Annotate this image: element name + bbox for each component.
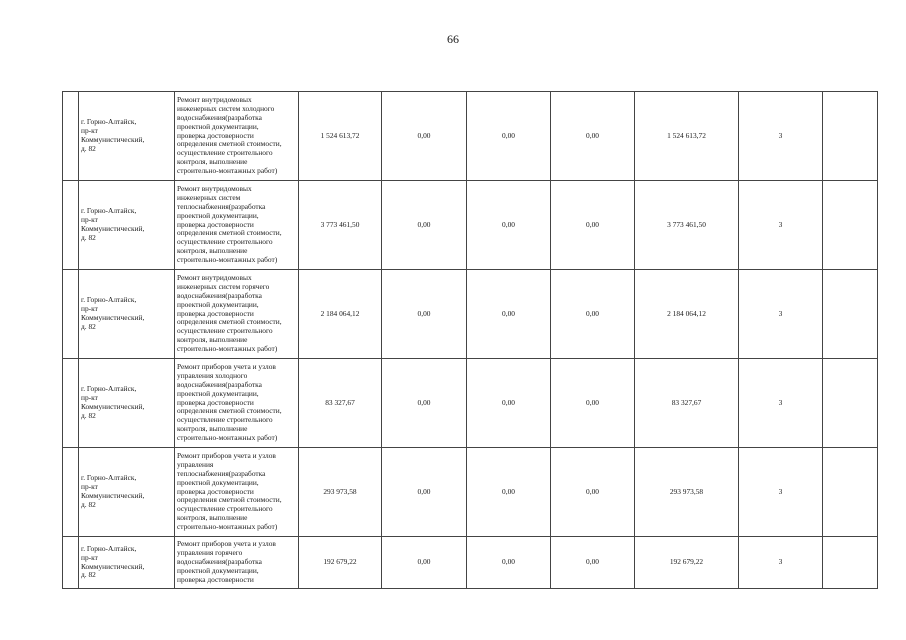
- address-cell: [79, 92, 175, 181]
- value-cell-4: 2 184 064,12: [635, 270, 739, 359]
- value-cell-4: 3 773 461,50: [635, 181, 739, 270]
- address-line: Коммунистический,: [81, 402, 145, 411]
- work-description-cell: [175, 181, 299, 270]
- address-cell: [79, 359, 175, 448]
- table-row: [63, 448, 878, 537]
- description-line: строительно-монтажных работ): [177, 166, 278, 176]
- value-cell-2: 0,00: [467, 537, 551, 589]
- description-line: осуществление строительного: [177, 148, 273, 158]
- description-line: управления: [177, 459, 214, 469]
- description-line: проверка достоверности: [177, 397, 254, 407]
- total-cost-cell: 3 773 461,50: [299, 181, 382, 270]
- table-row: [63, 359, 878, 448]
- total-cost-cell: 83 327,67: [299, 359, 382, 448]
- address-line: пр-кт: [81, 482, 98, 492]
- address-line: г. Горно-Алтайск,: [81, 384, 137, 394]
- description-line: проверка достоверности: [177, 130, 254, 140]
- description-line: водоснабжения(разработка: [177, 557, 262, 567]
- total-cost-cell: 1 524 613,72: [299, 92, 382, 181]
- address-cell: [79, 448, 175, 537]
- description-line: управления горячего: [177, 548, 243, 558]
- description-line: проверка достоверности: [177, 219, 254, 229]
- work-description-cell: [175, 92, 299, 181]
- total-cost-cell: 192 679,22: [299, 537, 382, 589]
- description-line: определения сметной стоимости,: [177, 228, 282, 238]
- address-line: Коммунистический,: [81, 224, 145, 233]
- address-line: Коммунистический,: [81, 135, 145, 144]
- description-line: Ремонт внутридомовых: [177, 95, 252, 104]
- address-line: г. Горно-Алтайск,: [81, 206, 137, 216]
- empty-cell: [823, 448, 878, 537]
- description-line: управления холодного: [177, 370, 248, 380]
- value-cell-1: 0,00: [382, 448, 467, 537]
- value-cell-1: 0,00: [382, 359, 467, 448]
- row-number-cell: [63, 448, 79, 537]
- description-line: контроля, выполнение: [177, 424, 248, 434]
- empty-cell: [823, 270, 878, 359]
- address-line: пр-кт: [81, 393, 98, 403]
- address-line: г. Горно-Алтайск,: [81, 473, 137, 483]
- work-description-cell: [175, 270, 299, 359]
- description-line: Ремонт внутридомовых: [177, 184, 252, 193]
- address-line: пр-кт: [81, 552, 98, 562]
- description-line: осуществление строительного: [177, 326, 273, 336]
- address-line: пр-кт: [81, 304, 98, 314]
- page-number: 66: [447, 32, 459, 46]
- value-cell-5: 3: [739, 270, 823, 359]
- value-cell-2: 0,00: [467, 270, 551, 359]
- description-line: инженерных систем горячего: [177, 281, 270, 291]
- address-line: д. 82: [81, 321, 96, 331]
- value-cell-3: 0,00: [551, 92, 635, 181]
- value-cell-4: 293 973,58: [635, 448, 739, 537]
- description-line: Ремонт приборов учета и узлов: [177, 362, 276, 371]
- value-cell-4: 192 679,22: [635, 537, 739, 589]
- description-line: проверка достоверности: [177, 574, 254, 584]
- value-cell-4: 1 524 613,72: [635, 92, 739, 181]
- value-cell-2: 0,00: [467, 359, 551, 448]
- description-line: теплоснабжения(разработка: [177, 201, 266, 211]
- address-line: Коммунистический,: [81, 561, 145, 571]
- row-number-cell: [63, 270, 79, 359]
- value-cell-1: 0,00: [382, 537, 467, 589]
- empty-cell: [823, 537, 878, 589]
- value-cell-5: 3: [739, 537, 823, 589]
- description-line: строительно-монтажных работ): [177, 522, 278, 532]
- address-line: пр-кт: [81, 126, 98, 136]
- address-line: Коммунистический,: [81, 491, 145, 500]
- value-cell-3: 0,00: [551, 448, 635, 537]
- description-line: инженерных систем: [177, 192, 241, 202]
- description-line: строительно-монтажных работ): [177, 433, 278, 443]
- table-body: [63, 92, 878, 589]
- work-description-cell: [175, 359, 299, 448]
- empty-cell: [823, 92, 878, 181]
- value-cell-3: 0,00: [551, 359, 635, 448]
- description-line: проектной документации,: [177, 121, 259, 131]
- description-line: осуществление строительного: [177, 504, 273, 514]
- address-line: д. 82: [81, 232, 96, 242]
- description-line: проектной документации,: [177, 299, 259, 309]
- row-number-cell: [63, 181, 79, 270]
- address-line: д. 82: [81, 410, 96, 420]
- description-line: проектной документации,: [177, 477, 259, 487]
- address-cell: [79, 537, 175, 589]
- address-line: Коммунистический,: [81, 313, 145, 322]
- description-line: строительно-монтажных работ): [177, 344, 278, 354]
- value-cell-3: 0,00: [551, 270, 635, 359]
- description-line: инженерных систем холодного: [177, 103, 275, 113]
- value-cell-5: 3: [739, 448, 823, 537]
- address-line: г. Горно-Алтайск,: [81, 117, 137, 127]
- value-cell-1: 0,00: [382, 181, 467, 270]
- description-line: водоснабжения(разработка: [177, 290, 262, 300]
- value-cell-1: 0,00: [382, 270, 467, 359]
- description-line: теплоснабжения(разработка: [177, 468, 266, 478]
- value-cell-5: 3: [739, 92, 823, 181]
- description-line: проверка достоверности: [177, 308, 254, 318]
- work-description-cell: [175, 448, 299, 537]
- description-line: водоснабжения(разработка: [177, 112, 262, 122]
- value-cell-2: 0,00: [467, 448, 551, 537]
- description-line: контроля, выполнение: [177, 335, 248, 345]
- address-line: д. 82: [81, 499, 96, 509]
- description-line: проектной документации,: [177, 210, 259, 220]
- description-line: строительно-монтажных работ): [177, 255, 278, 265]
- description-line: определения сметной стоимости,: [177, 495, 282, 505]
- address-line: г. Горно-Алтайск,: [81, 295, 137, 305]
- total-cost-cell: 293 973,58: [299, 448, 382, 537]
- description-line: Ремонт приборов учета и узлов: [177, 451, 276, 460]
- table-row: [63, 181, 878, 270]
- table-row: [63, 270, 878, 359]
- table-row: [63, 537, 878, 589]
- description-line: контроля, выполнение: [177, 157, 248, 167]
- description-line: проектной документации,: [177, 388, 259, 398]
- description-line: проверка достоверности: [177, 486, 254, 496]
- value-cell-2: 0,00: [467, 181, 551, 270]
- description-line: контроля, выполнение: [177, 246, 248, 256]
- total-cost-cell: 2 184 064,12: [299, 270, 382, 359]
- work-description-cell: [175, 537, 299, 589]
- value-cell-1: 0,00: [382, 92, 467, 181]
- value-cell-5: 3: [739, 359, 823, 448]
- row-number-cell: [63, 537, 79, 589]
- description-line: контроля, выполнение: [177, 513, 248, 523]
- description-line: определения сметной стоимости,: [177, 317, 282, 327]
- description-line: проектной документации,: [177, 565, 259, 575]
- value-cell-4: 83 327,67: [635, 359, 739, 448]
- description-line: Ремонт внутридомовых: [177, 273, 252, 282]
- value-cell-2: 0,00: [467, 92, 551, 181]
- address-cell: [79, 181, 175, 270]
- empty-cell: [823, 181, 878, 270]
- value-cell-3: 0,00: [551, 181, 635, 270]
- description-line: осуществление строительного: [177, 237, 273, 247]
- description-line: водоснабжения(разработка: [177, 379, 262, 389]
- row-number-cell: [63, 359, 79, 448]
- address-line: д. 82: [81, 570, 96, 580]
- address-line: г. Горно-Алтайск,: [81, 543, 137, 553]
- description-line: осуществление строительного: [177, 415, 273, 425]
- description-line: определения сметной стоимости,: [177, 139, 282, 149]
- address-cell: [79, 270, 175, 359]
- row-number-cell: [63, 92, 79, 181]
- value-cell-3: 0,00: [551, 537, 635, 589]
- description-line: Ремонт приборов учета и узлов: [177, 540, 276, 549]
- description-line: определения сметной стоимости,: [177, 406, 282, 416]
- address-line: пр-кт: [81, 215, 98, 225]
- value-cell-5: 3: [739, 181, 823, 270]
- empty-cell: [823, 359, 878, 448]
- repair-works-table: [62, 91, 878, 589]
- table-row: [63, 92, 878, 181]
- address-line: д. 82: [81, 143, 96, 153]
